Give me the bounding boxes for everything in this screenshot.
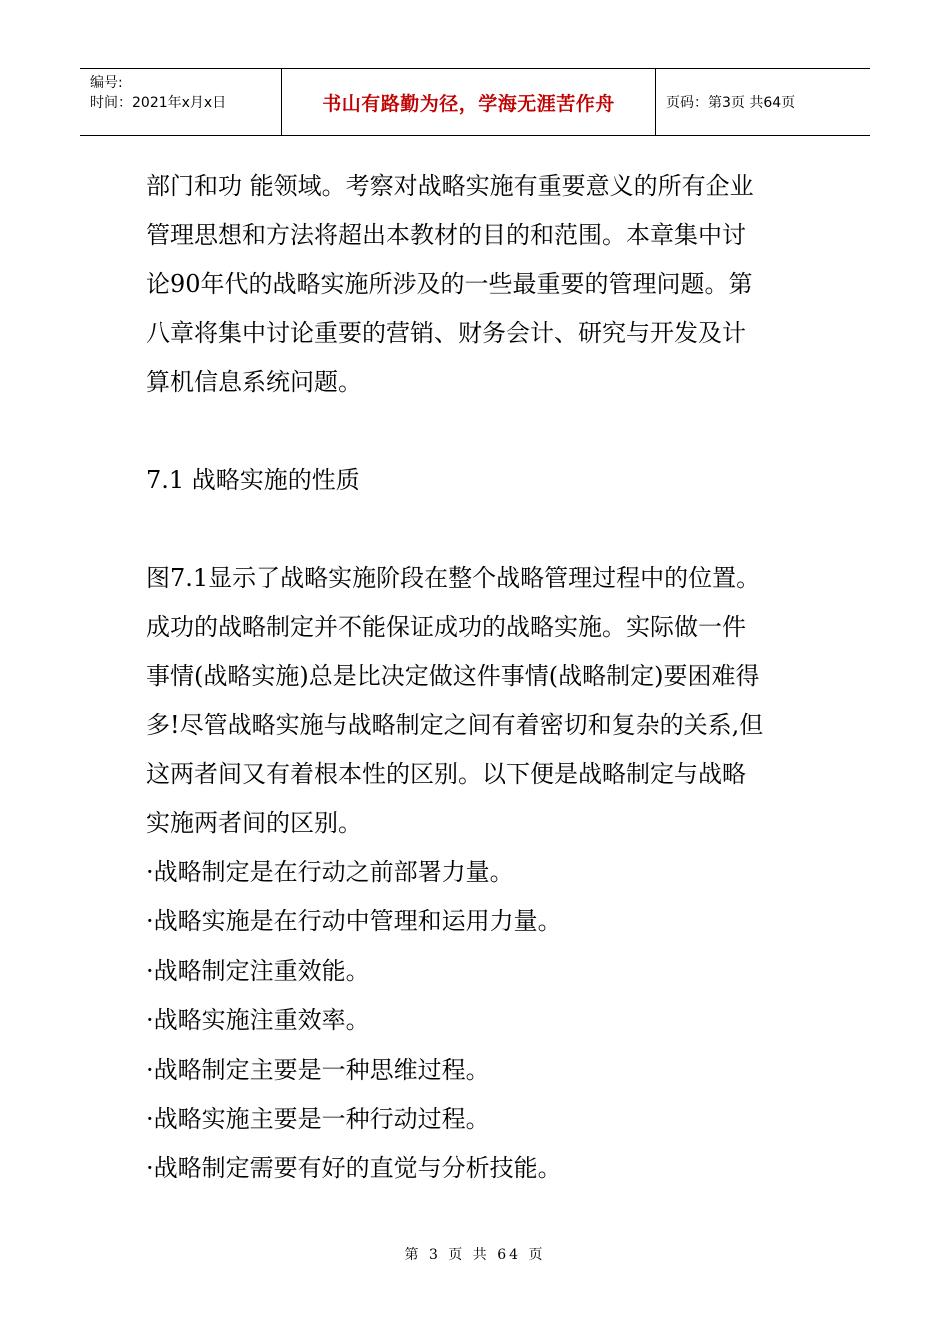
spacer (146, 407, 811, 456)
text-line: 图7.1显示了战略实施阶段在整个战略管理过程中的位置。 (146, 564, 761, 592)
header-motto-cell (282, 69, 656, 135)
header-page-info: 页码：第3页 共64页 (666, 95, 796, 111)
text-line: 八章将集中讨论重要的营销、财务会计、研究与开发及计 (146, 319, 746, 347)
list-item: ·战略实施注重效率。 (146, 1006, 370, 1035)
list-item: ·战略制定注重效能。 (146, 956, 370, 985)
footer-page-number: 第 3 页 共 64 页 (404, 1247, 546, 1263)
list-item: ·战略制定主要是一种思维过程。 (146, 1055, 490, 1084)
doc-time-label: 时间：2021年x月x日 (90, 95, 227, 111)
text-line: 多!尽管战略实施与战略制定之间有着密切和复杂的关系,但 (146, 711, 764, 739)
list-item: ·战略实施是在行动中管理和运用力量。 (146, 907, 562, 936)
text-line: 这两者间又有着根本性的区别。以下便是战略制定与战略 (146, 760, 746, 788)
list-item: ·战略制定是在行动之前部署力量。 (146, 858, 514, 886)
document-body (146, 162, 811, 1194)
text-line: 部门和功 能领域。考察对战略实施有重要意义的所有企业 (146, 172, 754, 200)
header-meta-cell (80, 69, 282, 135)
section-heading: 7.1 战略实施的性质 (146, 466, 360, 494)
list-item: ·战略制定需要有好的直觉与分析技能。 (146, 1154, 562, 1183)
paragraph-intro (146, 162, 811, 407)
paragraph-nature (146, 554, 811, 848)
header-page-cell (656, 69, 870, 135)
page-header (80, 68, 870, 136)
list-item: ·战略实施主要是一种行动过程。 (146, 1105, 490, 1134)
text-line: 管理思想和方法将超出本教材的目的和范围。本章集中讨 (146, 221, 746, 249)
spacer (146, 505, 811, 554)
text-line: 事情(战略实施)总是比决定做这件事情(战略制定)要困难得 (146, 662, 760, 690)
text-line: 算机信息系统问题。 (146, 368, 362, 396)
page-footer (0, 1244, 950, 1264)
text-line: 成功的战略制定并不能保证成功的战略实施。实际做一件 (146, 613, 746, 641)
difference-list (146, 848, 811, 1194)
doc-number-label: 编号: (90, 75, 123, 91)
header-motto: 书山有路勤为径，学海无涯苦作舟 (322, 92, 615, 115)
text-line: 实施两者间的区别。 (146, 809, 362, 837)
text-line: 论90年代的战略实施所涉及的一些最重要的管理问题。第 (146, 270, 753, 298)
